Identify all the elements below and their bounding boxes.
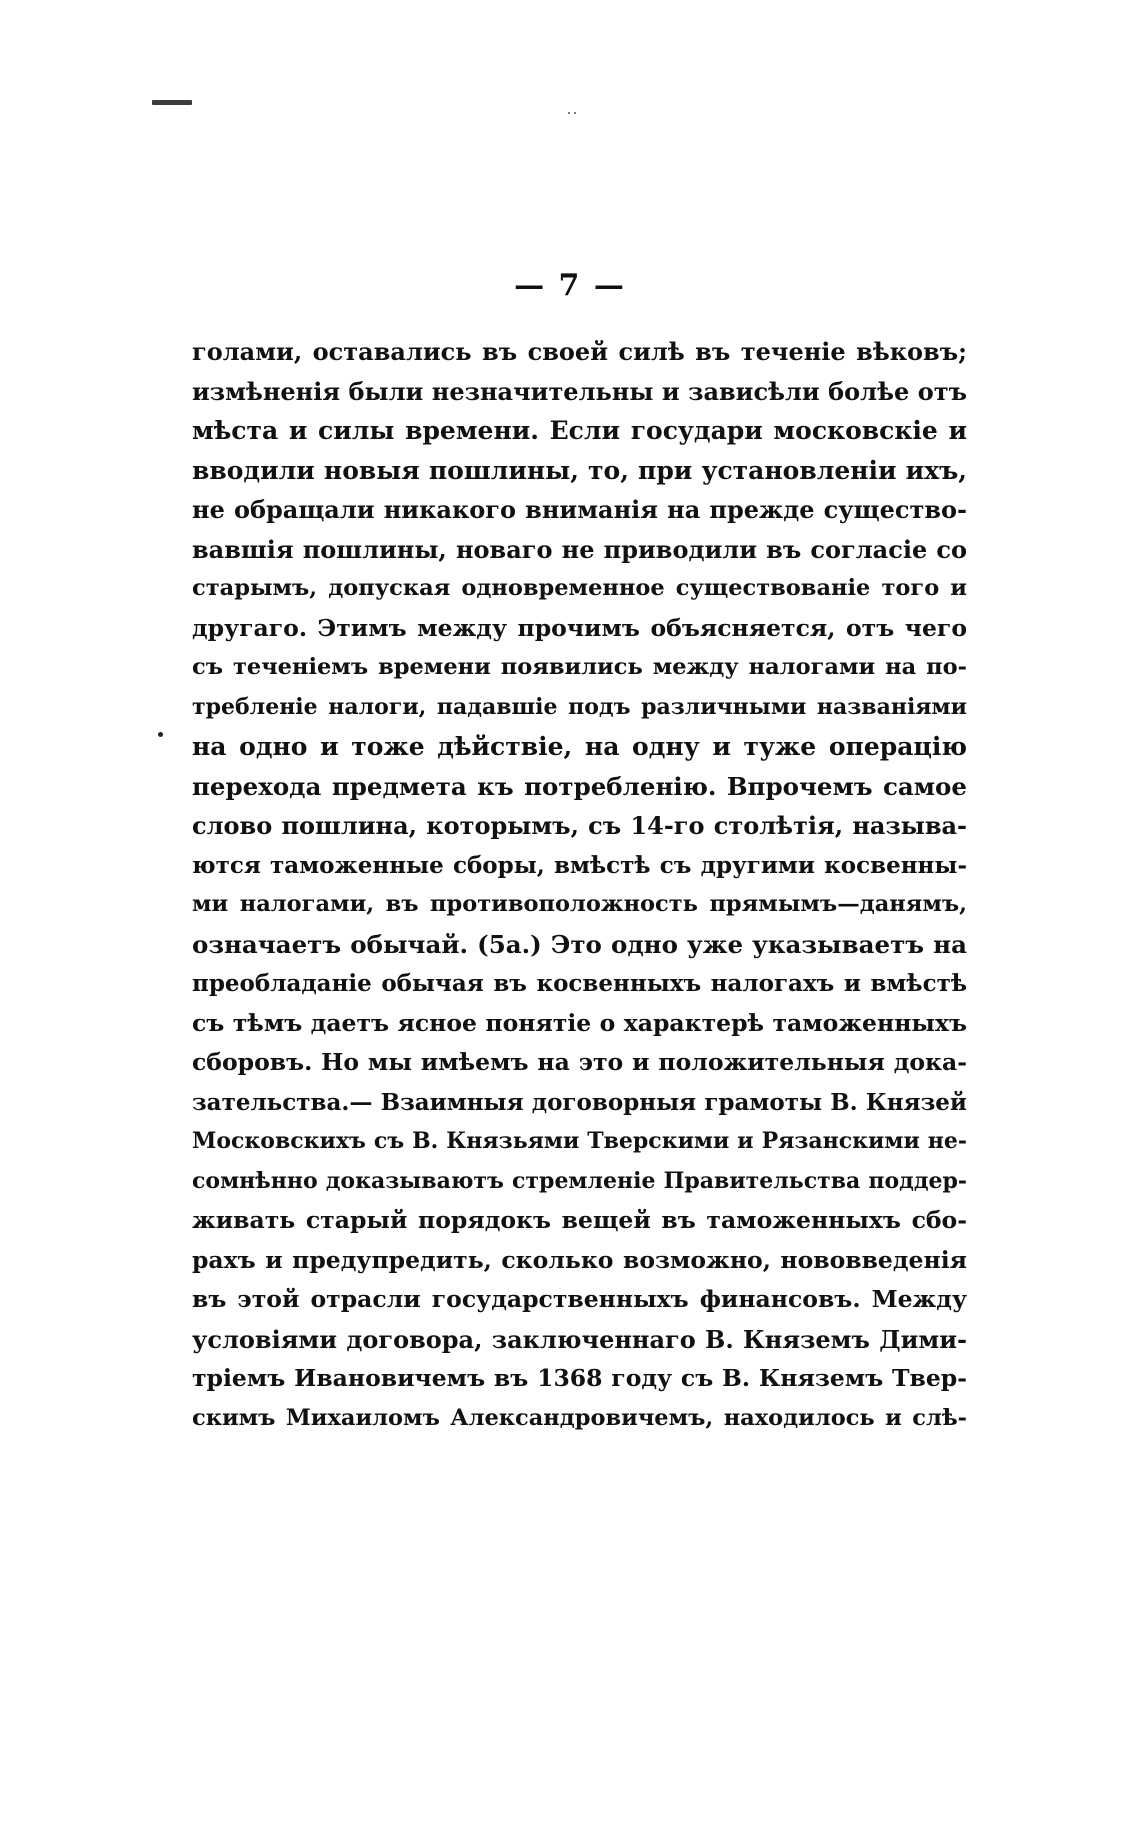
text-line: старымъ, допуская одновременное существованіе того и [192, 575, 967, 601]
text-line: измѣненія были незначительны и зависѣли болѣе отъ [192, 376, 967, 406]
text-line: означаетъ обычай. (5а.) Это одно уже указываетъ на [192, 929, 967, 959]
text-line: мѣста и силы времени. Если государи московскіе и [192, 416, 967, 445]
text-line: другаго. Этимъ между прочимъ объясняется, отъ чего [192, 613, 967, 642]
text-line: ются таможенные сборы, вмѣстѣ съ другими косвенны- [192, 851, 967, 879]
text-line: перехода предмета къ потребленію. Впрочемъ самое [192, 771, 967, 801]
text-line: сомнѣнно доказываютъ стремленіе Правительства поддер- [192, 1167, 967, 1194]
text-line: вводили новыя пошлины, то, при установленіи ихъ, [192, 455, 967, 485]
text-line: вавшія пошлины, новаго не приводили въ согласіе со [192, 534, 967, 564]
text-line: тріемъ Ивановичемъ въ 1368 году съ В. Княземъ Твер- [192, 1364, 967, 1392]
text-line: голами, оставались въ своей силѣ въ теченіе вѣковъ; [192, 337, 967, 366]
text-line: требленіе налоги, падавшіе подъ различными названіями [192, 693, 967, 720]
text-line: въ этой отрасли государственныхъ финансовъ. Между [192, 1285, 967, 1313]
text-line: зательства.— Взаимныя договорныя грамоты В. Князей [192, 1088, 967, 1116]
text-line: сборовъ. Но мы имѣемъ на это и положительныя дока- [192, 1048, 967, 1076]
scan-artifact-mark [152, 100, 192, 105]
page-number: — 7 — [514, 268, 626, 303]
text-line: ми налогами, въ противоположность прямымъ—данямъ, [192, 891, 967, 917]
text-line: съ теченіемъ времени появились между налогами на по- [192, 654, 967, 680]
scan-speck [568, 112, 576, 115]
text-line: на одно и тоже дѣйствіе, на одну и туже операцію [192, 732, 967, 761]
text-line: живать старый порядокъ вещей въ таможенныхъ сбо- [192, 1206, 967, 1234]
text-line: слово пошлина, которымъ, съ 14-го столѣтія, называ- [192, 811, 967, 840]
margin-dot [158, 732, 163, 737]
text-line: Московскихъ съ В. Князьями Тверскими и Рязанскими не- [192, 1128, 967, 1154]
text-line: не обращали никакого вниманія на прежде существо- [192, 495, 967, 524]
text-line: рахъ и предупредить, сколько возможно, нововведенія [192, 1245, 967, 1274]
text-line: преобладаніе обычая въ косвенныхъ налогахъ и вмѣстѣ [192, 970, 967, 997]
text-line: скимъ Михаиломъ Александровичемъ, находилось и слѣ- [192, 1404, 967, 1431]
text-line: условіями договора, заключеннаго В. Княземъ Дими- [192, 1324, 967, 1354]
text-line: съ тѣмъ даетъ ясное понятіе о характерѣ таможенныхъ [192, 1008, 967, 1037]
body-text [192, 332, 967, 1438]
